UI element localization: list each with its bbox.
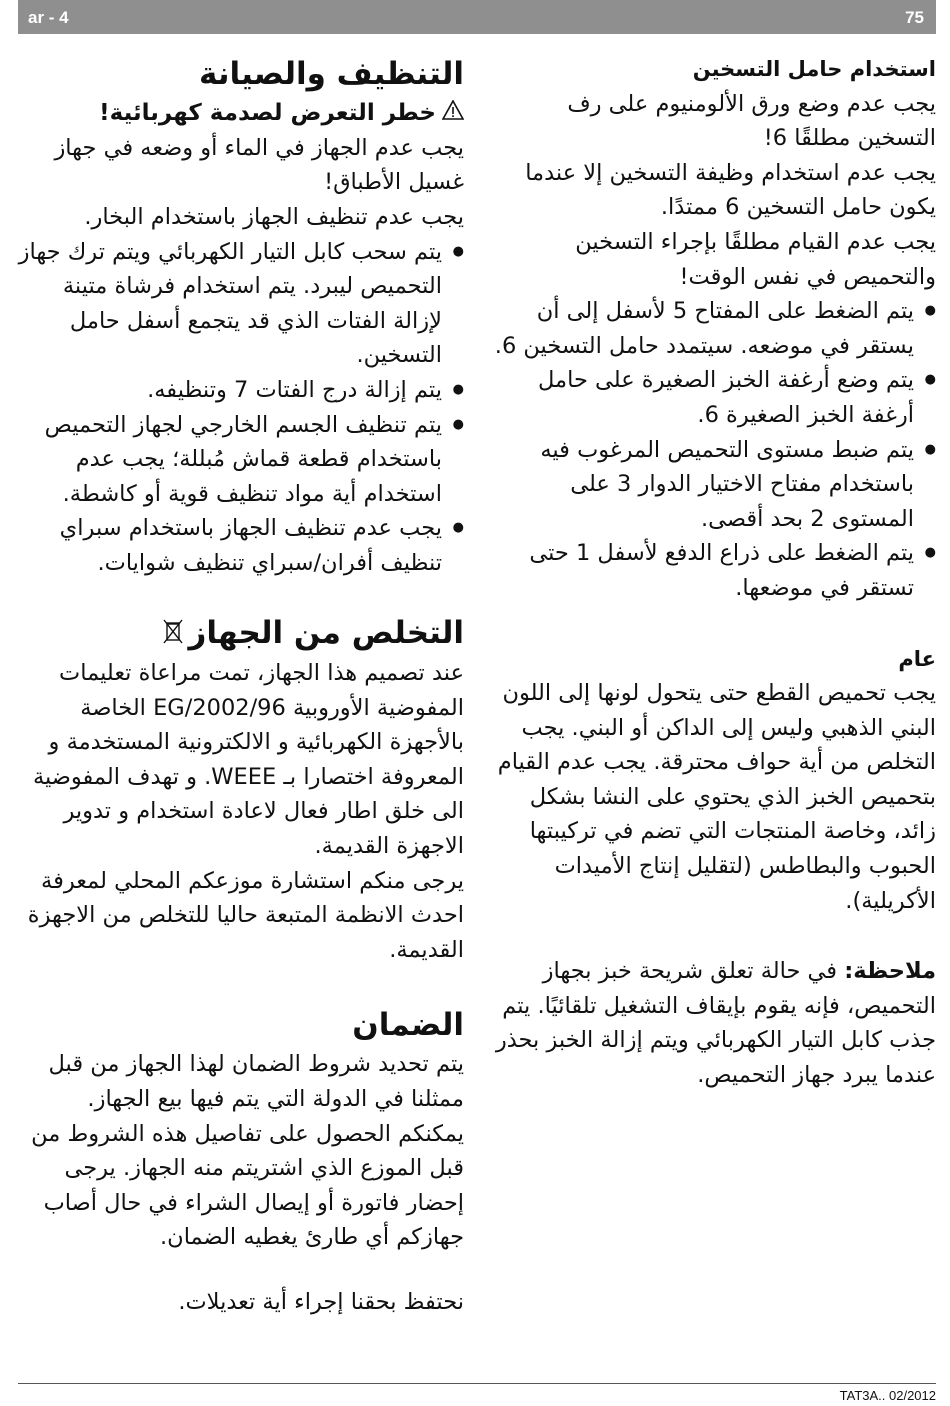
warranty-paragraph: يمكنكم الحصول على تفاصيل هذه الشروط من قبل الموزع الذي اشتريتم منه الجهاز. يرجى إحضار فاتورة أو إيصال الشراء في حال أصاب جهازكم أي طارئ يغطيه الضمان. — [31, 1120, 464, 1251]
note-text: في حالة تعلق شريحة خبز بجهاز التحميص، فإنه يقوم بإيقاف التشغيل تلقائيًا. يتم جذب كابل التيار الكهربائي ويتم إزالة الخبز بحذر عندما يبرد جهاز التحميص. — [495, 958, 936, 1089]
page-number: 75 — [905, 8, 924, 27]
footer-model-date: TAT3A.. 02/2012 — [839, 1388, 936, 1403]
general-paragraph: يجب تحميص القطع حتى يتحول لونها إلى اللون البني الذهبي وليس إلى الداكن أو البني. يجب التخلص من أية حواف محترقة. يجب عدم القيام بتحميص الخبز الذي يحتوي على النشا بشكل زائد، وخاصة المنتجات التي تضم في تركيبتها الحبوب والبطاطس (لتقليل إنتاج الأميدات الأكريلية). — [497, 680, 936, 914]
heat-step: ● يتم الضغط على المفتاح 5 لأسفل إلى أن يستقر في موضعه. سيتمدد حامل التسخين 6. — [492, 294, 936, 363]
heat-paragraph: يجب عدم وضع ورق الألومنيوم على رف التسخين مطلقًا 6! — [567, 90, 936, 152]
heat-step: ● يتم ضبط مستوى التحميص المرغوب فيه باستخدام مفتاح الاختيار الدوار 3 على المستوى 2 بحد أقصى. — [492, 433, 936, 537]
cleaning-step: ● يجب عدم تنظيف الجهاز باستخدام سبراي تنظيف أفران/سبراي تنظيف شوايات. — [18, 511, 464, 580]
note-paragraph — [492, 954, 936, 1092]
disposal-heading — [18, 611, 464, 657]
right-column — [492, 52, 936, 1093]
crossed-bin-icon — [163, 612, 183, 656]
cleaning-step: ● يتم تنظيف الجسم الخارجي لجهاز التحميص باستخدام قطعة قماش مُبللة؛ يجب عدم استخدام أية مواد تنظيف قوية أو كاشطة. — [18, 408, 464, 512]
disposal-paragraph: عند تصميم هذا الجهاز، تمت مراعاة تعليمات المفوضية الأوروبية 2002/96/EG الخاصة بالأجهزة الكهربائية و الالكترونية المستخدمة و المعروفة اختصارا بـ WEEE. و تهدف المفوضية الى خلق اطار فعال لاعادة استخدام و تدوير الاجهزة القديمة. — [32, 660, 464, 859]
cleaning-step: ● يتم إزالة درج الفتات 7 وتنظيفه. — [18, 373, 464, 408]
heat-paragraph: يجب عدم القيام مطلقًا بإجراء التسخين والتحميص في نفس الوقت! — [575, 228, 936, 290]
footer-rule — [18, 1383, 936, 1384]
heat-step: ● يتم الضغط على ذراع الدفع لأسفل 1 حتى تستقر في موضعها. — [492, 536, 936, 605]
disposal-paragraph: يرجى منكم استشارة موزعكم المحلي لمعرفة احدث الانظمة المتبعة حاليا للتخلص من الاجهزة القديمة. — [27, 867, 464, 963]
reserve-rights-text: نحتفظ بحقنا إجراء أية تعديلات. — [178, 1288, 464, 1315]
warranty-paragraph: يتم تحديد شروط الضمان لهذا الجهاز من قبل ممثلنا في الدولة التي يتم فيها بيع الجهاز. — [48, 1051, 464, 1112]
general-heading: عام — [898, 646, 936, 671]
left-column — [18, 52, 464, 1320]
heat-paragraph: يجب عدم استخدام وظيفة التسخين إلا عندما يكون حامل التسخين 6 ممتدًا. — [525, 159, 936, 221]
language-page-label: ar - 4 — [28, 8, 69, 27]
cleaning-paragraph: يجب عدم تنظيف الجهاز باستخدام البخار. — [84, 203, 464, 230]
heat-step: ● يتم وضع أرغفة الخبز الصغيرة على حامل أرغفة الخبز الصغيرة 6. — [492, 363, 936, 432]
cleaning-heading: التنظيف والصيانة — [199, 56, 464, 92]
cleaning-step: ● يتم سحب كابل التيار الكهربائي ويتم ترك جهاز التحميص ليبرد. يتم استخدام فرشاة متينة لإزالة الفتات الذي قد يتجمع أسفل حامل التسخين. — [18, 235, 464, 373]
note-label: ملاحظة: — [844, 958, 936, 985]
cleaning-paragraph: يجب عدم الجهاز في الماء أو وضعه في جهاز غسيل الأطباق! — [54, 134, 464, 196]
warning-triangle-icon — [442, 96, 464, 131]
disposal-heading-text: التخلص من الجهاز — [188, 614, 464, 651]
warranty-heading: الضمان — [352, 1007, 464, 1044]
shock-warning-text: خطر التعرض لصدمة كهربائية! — [99, 100, 436, 126]
cleaning-steps-list — [18, 235, 464, 581]
heat-rack-heading: استخدام حامل التسخين — [692, 57, 936, 81]
heat-steps-list — [492, 294, 936, 605]
page-header-bar — [18, 0, 936, 34]
shock-warning — [18, 96, 464, 131]
